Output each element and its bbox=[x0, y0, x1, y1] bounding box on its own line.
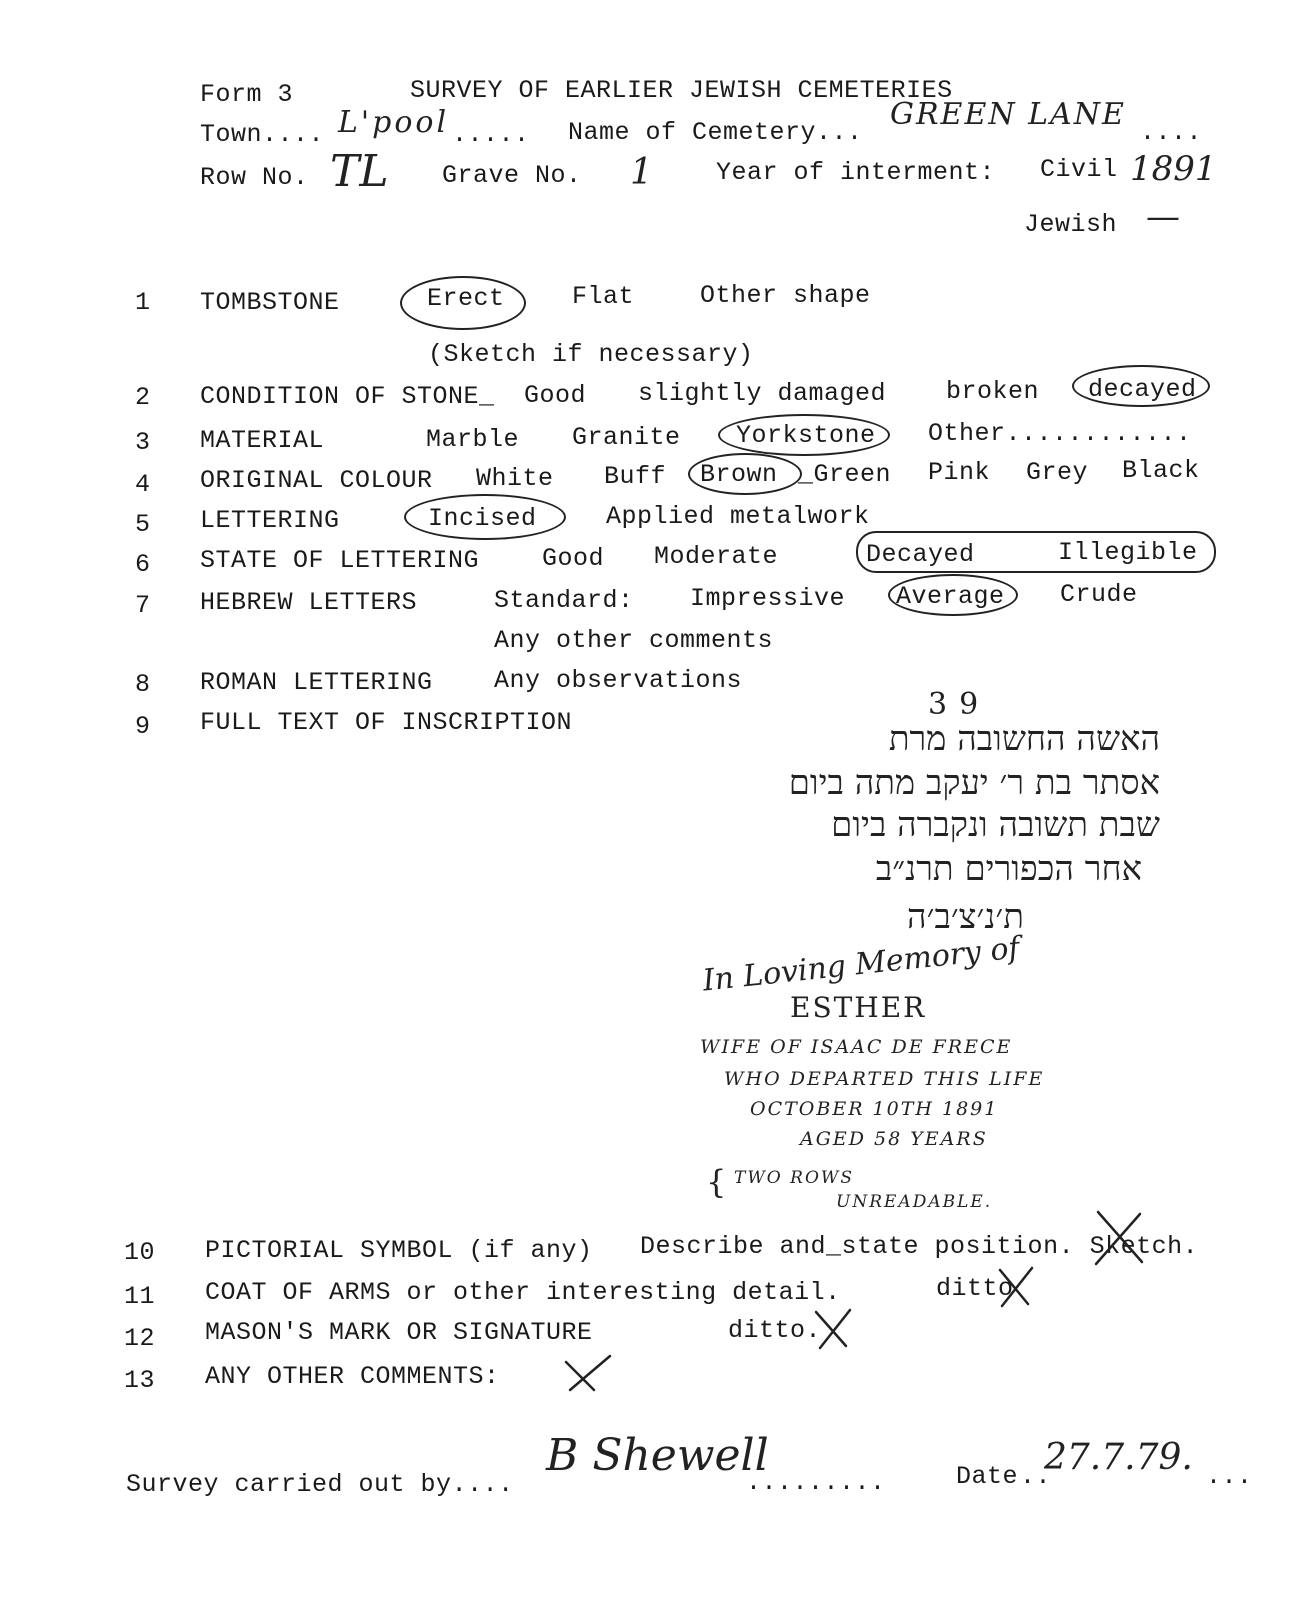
item-9-number: 9 bbox=[135, 712, 151, 741]
item-13-number: 13 bbox=[124, 1366, 156, 1395]
form-title: SURVEY OF EARLIER JEWISH CEMETERIES bbox=[410, 76, 953, 105]
option-granite: Granite bbox=[572, 423, 681, 452]
jewish-value: — bbox=[1146, 197, 1180, 237]
option-brown: Brown bbox=[700, 460, 778, 489]
item-2-label: CONDITION OF STONE_ bbox=[200, 382, 495, 411]
option-white: White bbox=[476, 464, 554, 493]
item-9-label: FULL TEXT OF INSCRIPTION bbox=[200, 708, 573, 737]
item-3-number: 3 bbox=[135, 428, 151, 457]
option-impressive: Impressive bbox=[690, 584, 846, 613]
option-incised: Incised bbox=[428, 504, 537, 533]
item-10-label: PICTORIAL SYMBOL (if any) bbox=[205, 1236, 593, 1265]
item-6-number: 6 bbox=[135, 550, 151, 579]
civil-value: 1891 bbox=[1130, 149, 1217, 189]
item-12-ditto: ditto. bbox=[728, 1316, 822, 1345]
item-2-number: 2 bbox=[135, 383, 151, 412]
option-illegible: Illegible bbox=[1058, 538, 1198, 567]
item-11-number: 11 bbox=[124, 1282, 156, 1311]
hebrew-line: אסתר בת ר׳ יעקב מתה ביום bbox=[788, 763, 1160, 803]
option-grey: Grey bbox=[1026, 458, 1089, 487]
year-label: Year of interment: bbox=[716, 158, 996, 187]
option-broken: broken bbox=[946, 377, 1040, 406]
item-11-label: COAT OF ARMS or other interesting detail. bbox=[205, 1278, 841, 1307]
item-3-label: MATERIAL bbox=[200, 426, 325, 455]
hebrew-line: אחר הכפורים תרנ״ב bbox=[875, 849, 1142, 889]
option-black: Black bbox=[1122, 456, 1200, 485]
option-standard: Standard: bbox=[494, 586, 634, 615]
inscription-number: 39 bbox=[928, 687, 991, 722]
other-comments-label: Any other comments bbox=[494, 626, 774, 655]
option-good: Good bbox=[524, 381, 587, 410]
item-4-label: ORIGINAL COLOUR bbox=[200, 466, 433, 495]
circle-mark bbox=[400, 276, 526, 330]
option-buff: Buff bbox=[604, 462, 667, 491]
item-10-number: 10 bbox=[124, 1238, 156, 1267]
english-line: OCTOBER 10TH 1891 bbox=[750, 1098, 999, 1120]
observations-label: Any observations bbox=[494, 666, 743, 695]
item-11-ditto: ditto bbox=[936, 1274, 1014, 1303]
cross-mark bbox=[810, 1306, 856, 1352]
surveyor-dots: ......... bbox=[746, 1468, 886, 1497]
date-value: 27.7.79. bbox=[1044, 1437, 1193, 1478]
unreadable-note: TWO ROWS bbox=[734, 1168, 855, 1188]
option-erect: Erect bbox=[427, 284, 505, 313]
item-13-label: ANY OTHER COMMENTS: bbox=[205, 1362, 500, 1391]
option-good: Good bbox=[542, 544, 605, 573]
cross-mark bbox=[994, 1264, 1038, 1310]
circle-mark bbox=[888, 574, 1018, 616]
sketch-note: (Sketch if necessary) bbox=[428, 340, 754, 369]
cemetery-value: GREEN LANE bbox=[890, 97, 1126, 132]
town-value: L'pool bbox=[338, 105, 450, 140]
item-8-label: ROMAN LETTERING bbox=[200, 668, 433, 697]
option-yorkstone: Yorkstone bbox=[736, 421, 876, 450]
date-dots: ... bbox=[1206, 1462, 1253, 1491]
cross-mark bbox=[1090, 1206, 1150, 1270]
surveyor-label: Survey carried out by.... bbox=[126, 1470, 514, 1499]
english-line: AGED 58 YEARS bbox=[800, 1128, 988, 1150]
english-line: In Loving Memory of bbox=[700, 930, 1022, 999]
town-dots: ..... bbox=[452, 120, 530, 149]
option-slightly-damaged: slightly damaged bbox=[638, 379, 887, 408]
circle-mark bbox=[718, 414, 890, 456]
jewish-label: Jewish bbox=[1024, 210, 1118, 239]
english-line: WHO DEPARTED THIS LIFE bbox=[724, 1068, 1045, 1090]
circle-mark bbox=[404, 494, 566, 540]
option-green: _Green bbox=[798, 460, 892, 489]
hebrew-line: האשה החשובה מרת bbox=[888, 719, 1160, 759]
surveyor-signature: B Shewell bbox=[546, 1430, 769, 1481]
item-5-label: LETTERING bbox=[200, 506, 340, 535]
date-label: Date bbox=[956, 1462, 1019, 1491]
item-1-label: TOMBSTONE bbox=[200, 288, 340, 317]
english-line: ESTHER bbox=[790, 991, 927, 1024]
grave-label: Grave No. bbox=[442, 161, 582, 190]
option-marble: Marble bbox=[426, 425, 520, 454]
option-decayed: Decayed bbox=[866, 540, 975, 569]
hebrew-line: שבת תשובה ונקברה ביום bbox=[831, 805, 1160, 845]
item-10-instruction: Describe and_state position. Sketch. bbox=[640, 1232, 1199, 1261]
english-line: WIFE OF ISAAC DE FRECE bbox=[700, 1036, 1013, 1058]
option-average: Average bbox=[896, 582, 1005, 611]
circle-mark bbox=[1072, 365, 1210, 407]
item-8-number: 8 bbox=[135, 670, 151, 699]
item-7-number: 7 bbox=[135, 591, 151, 620]
option-crude: Crude bbox=[1060, 580, 1138, 609]
option-flat: Flat bbox=[572, 282, 635, 311]
grave-value: 1 bbox=[630, 152, 653, 193]
date-dots: .. bbox=[1020, 1462, 1052, 1491]
hebrew-line: ת׳נ׳צ׳ב׳ה bbox=[907, 897, 1024, 937]
option-moderate: Moderate bbox=[654, 542, 779, 571]
cross-mark bbox=[560, 1352, 614, 1396]
town-label: Town.... bbox=[200, 120, 325, 149]
form-label: Form 3 bbox=[200, 80, 294, 109]
row-value: TL bbox=[330, 146, 389, 197]
circle-mark bbox=[856, 531, 1216, 573]
row-label: Row No. bbox=[200, 163, 309, 192]
item-12-number: 12 bbox=[124, 1324, 156, 1353]
option-pink: Pink bbox=[928, 458, 991, 487]
item-4-number: 4 bbox=[135, 470, 151, 499]
note-brace: { bbox=[706, 1163, 727, 1201]
unreadable-note: UNREADABLE. bbox=[836, 1192, 993, 1212]
item-6-label: STATE OF LETTERING bbox=[200, 546, 480, 575]
cemetery-label: Name of Cemetery... bbox=[568, 118, 863, 147]
option-other-shape: Other shape bbox=[700, 281, 871, 310]
circle-mark bbox=[688, 453, 802, 495]
item-12-label: MASON'S MARK OR SIGNATURE bbox=[205, 1318, 593, 1347]
option-other: Other............ bbox=[928, 419, 1192, 448]
civil-label: Civil bbox=[1040, 155, 1118, 184]
item-5-number: 5 bbox=[135, 510, 151, 539]
option-applied-metalwork: Applied metalwork bbox=[606, 502, 870, 531]
cemetery-dots: .... bbox=[1140, 118, 1203, 147]
item-1-number: 1 bbox=[135, 288, 151, 317]
item-7-label: HEBREW LETTERS bbox=[200, 588, 418, 617]
option-decayed: decayed bbox=[1088, 375, 1197, 404]
